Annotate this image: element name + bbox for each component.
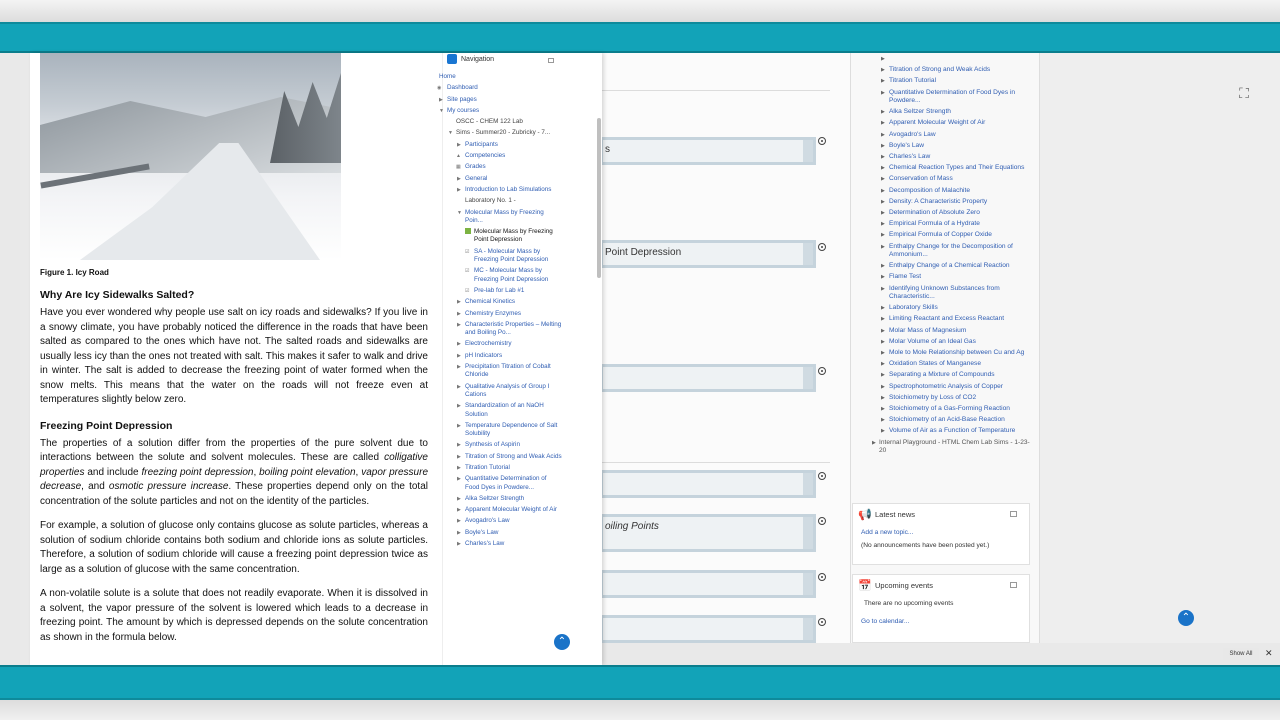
nav-my-courses[interactable]: ▼ My courses (439, 106, 480, 114)
question-field[interactable] (600, 570, 816, 598)
course-item[interactable]: ▶ Identifying Unknown Substances from Characteristic... (851, 285, 1031, 302)
divider (600, 462, 830, 463)
course-item[interactable]: ▶ Oxidation States of Manganese (851, 360, 1031, 369)
course-item[interactable]: ▶ Enthalpy Change for the Decomposition of Ammonium... (851, 243, 1031, 260)
question-field[interactable] (600, 615, 816, 643)
nav-competencies[interactable]: ▲ Competencies (456, 152, 506, 160)
top-margin (0, 0, 1280, 22)
radio-button[interactable] (818, 618, 826, 626)
navigation-block (437, 53, 562, 665)
chevron-right-icon: ▶ (457, 541, 461, 548)
latest-news-title: 📢 Latest news (853, 504, 1029, 522)
nav-section[interactable]: ▼ Molecular Mass by Freezing Poin... (457, 208, 544, 224)
chevron-right-icon: ▶ (457, 310, 461, 317)
chevron-right-icon: ▶ (457, 507, 461, 514)
close-icon[interactable]: ✕ (1265, 648, 1273, 658)
course-item[interactable]: ▶ Titration Tutorial (851, 77, 1031, 86)
chevron-right-icon: ▶ (457, 352, 461, 359)
lab-document-window (30, 53, 602, 665)
chevron-right-icon: ▶ (457, 476, 461, 483)
section-heading: Freezing Point Depression (40, 419, 173, 432)
nav-section[interactable]: ▶ pH Indicators (457, 351, 503, 359)
course-item[interactable]: ▶ Density: A Characteristic Property (851, 198, 1031, 207)
paragraph: For example, a solution of glucose only contains glucose as solute particles, whereas a solution of sodium chloride contains both sodium and chloride ions as solute particles. Therefore, a solution of sodium chloride will cause a freezing point depression twice as large as a solution of glucose with the same concentration. (40, 520, 428, 575)
chevron-right-icon: ▶ (457, 453, 461, 460)
nav-section[interactable]: ▶ Apparent Molecular Weight of Air (457, 506, 557, 514)
question-field[interactable] (600, 364, 816, 392)
chevron-right-icon: ▶ (457, 464, 461, 471)
course-item[interactable]: ▶ Quantitative Determination of Food Dyes in Powdere... (851, 89, 1031, 106)
nav-section[interactable]: ▶ Qualitative Analysis of Group I Cations (457, 382, 550, 398)
chevron-right-icon: ▶ (457, 518, 461, 525)
collapse-icon[interactable] (1010, 511, 1017, 517)
paragraph: A non-volatile solute is a solute that does not readily evaporate. When it is dissolved in a solvent, the vapor pressure of the solvent is lowered which leads to a decrease in freezing point. The amount by which is depressed depends on the solute concentration as shown in the formula below. (40, 588, 428, 643)
nav-dashboard[interactable]: ◉ Dashboard (437, 84, 478, 92)
question-field[interactable]: Point Depression (600, 240, 816, 268)
nav-participants[interactable]: ▶ Participants (457, 140, 498, 148)
chevron-right-icon: ▶ (457, 529, 461, 536)
upcoming-events-title: 📅 Upcoming events (853, 575, 1029, 593)
course-item[interactable]: ▶ Charles's Law (851, 153, 1031, 162)
course-item[interactable]: ▶ Limiting Reactant and Excess Reactant (851, 315, 1031, 324)
bottom-bar (0, 665, 1280, 700)
course-item[interactable]: ▶ Flame Test (851, 273, 1031, 282)
nav-section[interactable]: ▶ Precipitation Titration of Cobalt Chloride (457, 363, 551, 379)
chevron-right-icon: ▶ (457, 141, 461, 148)
navigation-header: Navigation (443, 53, 562, 67)
nav-section[interactable]: ▶ Characteristic Properties – Melting and Boiling Po... (457, 320, 562, 337)
nav-general[interactable]: ▶ General (457, 174, 488, 182)
chevron-right-icon: ▶ (457, 175, 461, 182)
course-item[interactable]: ▶ Avogadro's Law (851, 131, 1031, 140)
course-item[interactable]: ▶ Enthalpy Change of a Chemical Reaction (851, 262, 1031, 271)
nav-activity-active[interactable]: Molecular Mass by Freezing Point Depression (443, 228, 562, 245)
paragraph: Have you ever wondered why people use salt on icy roads and sidewalks? If you live in a snowy climate, you have probably noticed the difference in the roads that have been salted as compared to the ones which have not. The salted roads and sidewalks are usually less icy than the ones not treated with salt. This makes it safer to walk and drive in winter. The salt is added to decrease the freezing point of water formed when the snow melts. This means that the water on the roads will not freeze even at temperatures slightly below zero. (40, 307, 428, 405)
nav-section[interactable]: Laboratory No. 1 - (465, 197, 516, 205)
course-item[interactable]: ▶ Decomposition of Malachite (851, 187, 1031, 196)
course-item[interactable]: ▶ Stoichiometry of a Gas-Forming Reaction (851, 405, 1031, 414)
nav-section[interactable]: ▶ Titration of Strong and Weak Acids (457, 452, 562, 460)
nav-course[interactable]: OSCC - CHEM 122 Lab (456, 118, 523, 126)
chevron-down-icon: ▼ (439, 107, 444, 114)
course-item[interactable]: ▶ Empirical Formula of a Hydrate (851, 220, 1031, 229)
add-topic-link[interactable]: Add a new topic... (861, 529, 914, 536)
chevron-right-icon: ▶ (439, 96, 443, 103)
nav-section[interactable]: ▶ Chemistry Enzymes (457, 309, 521, 317)
nav-section[interactable]: ▶ Titration Tutorial (457, 463, 510, 471)
nav-course[interactable]: ▼ Sims - Summer20 - Zubricky - 7... (448, 129, 551, 137)
scroll-to-top-icon[interactable]: ⌃ (1178, 610, 1194, 626)
nav-home[interactable]: Home (439, 73, 456, 80)
calendar-icon: 📅 (858, 580, 872, 592)
section-heading: Why Are Icy Sidewalks Salted? (40, 289, 195, 301)
nav-section[interactable]: ▶ Boyle's Law (457, 528, 499, 536)
course-item[interactable]: ▶ Mole to Mole Relationship between Cu and Ag (851, 349, 1031, 358)
top-bar (0, 22, 1280, 53)
nav-section[interactable]: ▶ Quantitative Determination of Food Dyes in Powdere... (457, 475, 547, 491)
nav-site-pages[interactable]: ▶ Site pages (439, 95, 477, 103)
radio-button[interactable] (818, 472, 826, 480)
nav-section[interactable]: ▶ Introduction to Lab Simulations (457, 185, 552, 193)
nav-section[interactable]: ▶ Electrochemistry (457, 340, 512, 348)
nav-section[interactable]: ▶ Alka Seltzer Strength (457, 494, 525, 502)
chevron-down-icon: ▼ (457, 209, 462, 216)
background-right-area (1040, 53, 1280, 643)
course-item[interactable]: ▶ Boyle's Law (851, 142, 1031, 151)
course-item[interactable]: ▶ Apparent Molecular Weight of Air (851, 119, 1031, 128)
chevron-right-icon: ▶ (457, 442, 461, 449)
course-item[interactable]: ▶ Molar Mass of Magnesium (851, 327, 1031, 336)
lab-sim-icon (465, 228, 471, 234)
quiz-icon: ☑ (465, 268, 470, 275)
document-scrollbar[interactable] (597, 118, 601, 278)
course-item[interactable]: ▶ Stoichiometry by Loss of CO2 (851, 394, 1031, 403)
chevron-right-icon: ▶ (457, 299, 461, 306)
bottom-margin (0, 700, 1280, 720)
course-item[interactable]: ▶ Volume of Air as a Function of Temperature (851, 427, 1031, 436)
document-content (40, 53, 428, 655)
show-all-button[interactable]: Show All (1223, 648, 1259, 660)
radio-button[interactable] (818, 517, 826, 525)
nav-section[interactable]: ▶ Standardization of an NaOH Solution (457, 402, 544, 418)
go-to-calendar-link[interactable]: Go to calendar... (861, 618, 910, 625)
question-field[interactable]: oiling Points (600, 514, 816, 552)
course-item[interactable]: ▶ Stoichiometry of an Acid-Base Reaction (851, 416, 1031, 425)
course-item[interactable]: ▶ Empirical Formula of Copper Oxide (851, 231, 1031, 240)
chevron-right-icon: ▶ (457, 186, 461, 193)
chevron-right-icon: ▶ (457, 495, 461, 502)
nav-activity[interactable]: ☑ Pre-lab for Lab #1 (465, 286, 525, 294)
course-item[interactable]: ▶ Separating a Mixture of Compounds (851, 371, 1031, 380)
latest-news-block (852, 503, 1030, 565)
nav-section[interactable]: ▶ Charles's Law (457, 540, 505, 548)
no-announcements-text: (No announcements have been posted yet.) (861, 542, 990, 549)
nav-section[interactable]: ▶ Chemical Kinetics (457, 298, 516, 306)
nav-section[interactable]: ▶ Temperature Dependence of Salt Solubility (457, 421, 558, 438)
course-item[interactable]: ▶ Conservation of Mass (851, 175, 1031, 184)
course-item[interactable]: ▶ Spectrophotometric Analysis of Copper (851, 383, 1031, 392)
nav-activity[interactable]: ☑ SA - Molecular Mass by Freezing Point Depression (465, 247, 549, 264)
question-field[interactable]: s (600, 137, 816, 165)
paragraph: The properties of a solution differ from the properties of the pure solvent due to interactions between the solute and solvent molecules. These are called colligative properties and include freezing point depression, boiling point elevation, vapor pressure decrease, and osmotic pressure increase. These properties depend only on the total concentration of the solute particles and not on the identity of the particles. (40, 437, 429, 507)
radio-button[interactable] (818, 243, 826, 251)
fullscreen-icon[interactable]: ⛶ (1239, 85, 1249, 101)
course-list (851, 55, 1031, 458)
nav-section[interactable]: ▶ Avogadro's Law (457, 517, 510, 525)
chevron-right-icon: ▶ (457, 403, 461, 410)
no-events-text: There are no upcoming events (864, 600, 954, 607)
nav-section[interactable]: ▶ Synthesis of Aspirin (457, 441, 520, 449)
divider (600, 90, 830, 91)
scroll-to-top-icon[interactable]: ⌃ (554, 634, 570, 650)
icy-road-photo (40, 53, 341, 260)
figure-caption: Figure 1. Icy Road (40, 268, 109, 277)
chevron-right-icon: ▶ (457, 422, 461, 429)
radio-button[interactable] (818, 573, 826, 581)
chevron-right-icon: ▶ (457, 383, 461, 390)
question-field[interactable] (600, 470, 816, 498)
grades-icon: ▦ (456, 164, 461, 171)
quiz-icon: ☑ (465, 287, 470, 294)
chevron-right-icon: ▶ (457, 321, 461, 328)
radio-button[interactable] (818, 137, 826, 145)
course-item[interactable]: ▶ Determination of Absolute Zero (851, 209, 1031, 218)
course-item[interactable]: ▶ Chemical Reaction Types and Their Equations (851, 164, 1031, 173)
radio-button[interactable] (818, 367, 826, 375)
chevron-right-icon: ▶ (457, 364, 461, 371)
navigation-icon (447, 54, 457, 64)
nav-grades[interactable]: ▦ Grades (456, 163, 486, 171)
dashboard-icon: ◉ (437, 85, 442, 92)
nav-activity[interactable]: ☑ MC - Molecular Mass by Freezing Point Depression (465, 267, 549, 283)
course-item[interactable]: ▶ Molar Volume of an Ideal Gas (851, 338, 1031, 347)
course-item[interactable]: ▶ Titration of Strong and Weak Acids (851, 66, 1031, 75)
upcoming-events-block (852, 574, 1030, 643)
course-item-partial (851, 55, 1031, 64)
course-item[interactable]: ▶ Alka Seltzer Strength (851, 108, 1031, 117)
competencies-icon: ▲ (456, 153, 461, 160)
collapse-icon[interactable] (548, 58, 554, 63)
collapse-icon[interactable] (1010, 582, 1017, 588)
course-item[interactable]: ▶ Laboratory Skills (851, 304, 1031, 313)
megaphone-icon: 📢 (858, 509, 872, 521)
quiz-icon: ☑ (465, 248, 470, 255)
chevron-down-icon: ▼ (448, 130, 453, 137)
course-item-playground[interactable]: ▶ Internal Playground - HTML Chem Lab Sims - 1-23-20 (851, 439, 1031, 456)
chevron-right-icon: ▶ (457, 341, 461, 348)
